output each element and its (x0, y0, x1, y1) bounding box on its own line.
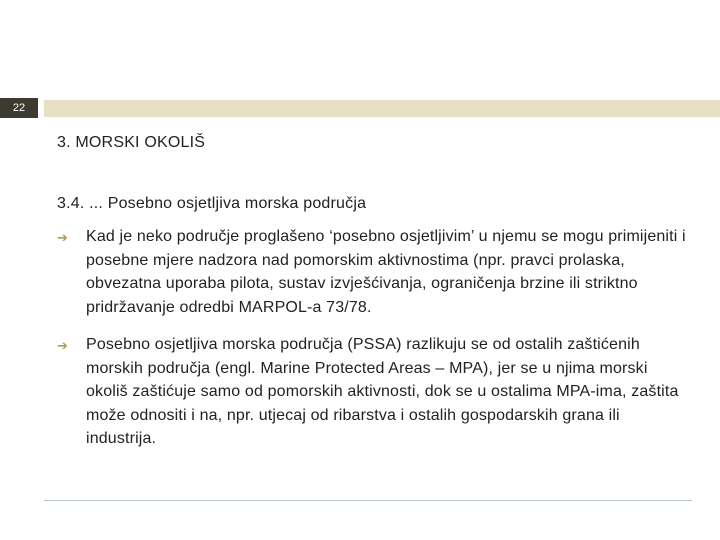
bullet-item (57, 225, 687, 319)
arrow-right-icon: ➔ (57, 338, 69, 353)
footer-divider (44, 500, 692, 501)
bullet-text: Posebno osjetljiva morska područja (PSSA) razlikuju se od ostalih zaštićenih morskih područja (engl. Marine Protected Areas – MPA), jer se u njima morski okoliš zaštićuje samo od pomorskih aktivnosti, dok se u ostalima MPA-ima, zaštita može odnositi i na, npr. utjecaj od ribarstva i ostalih gospodarskih grana ili industrija. (86, 336, 679, 447)
header-band (44, 100, 720, 117)
subsection-title: 3.4. ... Posebno osjetljiva morska područja (57, 195, 367, 212)
page-number: 22 (0, 98, 38, 118)
arrow-right-icon: ➔ (57, 230, 69, 245)
bullet-item (57, 333, 687, 451)
bullet-text: Kad je neko područje proglašeno ‘posebno osjetljivim’ u njemu se mogu primijeniti i posebne mjere nadzora nad pomorskim aktivnostima (npr. pravci prolaska, obvezatna uporaba pilota, sustav izvješćivanja, ograničenja brzine ili striktno pridržavanje odredbi MARPOL-a 73/78. (86, 228, 686, 316)
bullet-list (57, 225, 687, 465)
section-title: 3. MORSKI OKOLIŠ (57, 134, 206, 151)
